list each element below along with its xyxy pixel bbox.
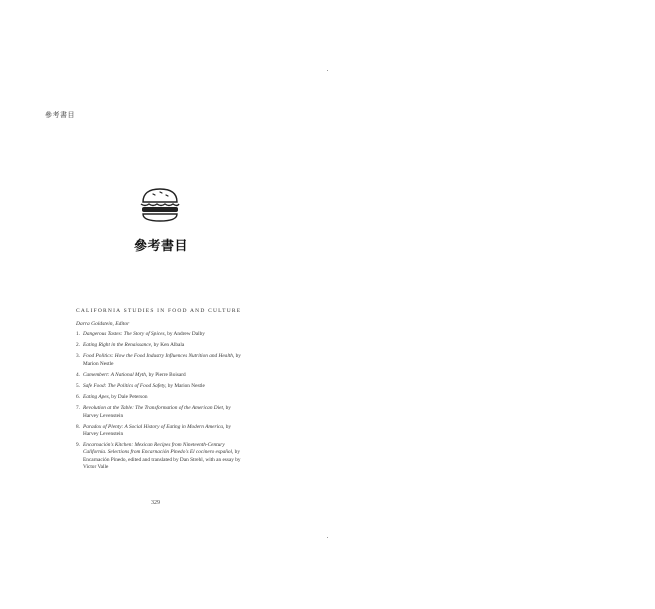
book-title: Encarnación's Kitchen: Mexican Recipes from Nineteenth-Century California. Selections from Encarnación Pinedo's El cocinero español, <box>83 442 234 456</box>
page-number: 329 <box>151 500 160 506</box>
list-item <box>76 372 246 379</box>
book-credit: by Ken Albala <box>152 342 185 349</box>
book-title: Safe Food: The Politics of Food Safety, <box>83 383 167 390</box>
running-header: 參考書目 <box>45 111 75 119</box>
series-title: CALIFORNIA STUDIES IN FOOD AND CULTURE <box>76 308 242 314</box>
book-title: Dangerous Tastes: The Story of Spices, <box>83 331 166 337</box>
list-item <box>76 342 246 349</box>
book-credit: by Dale Peterson <box>109 394 148 401</box>
book-title: Camembert: A National Myth, <box>83 371 148 378</box>
list-item <box>76 405 246 419</box>
book-credit: by Harvey Levenstein <box>83 405 231 419</box>
book-title: Eating Right in the Renaissance, <box>83 342 153 349</box>
list-item <box>76 442 246 471</box>
list-item <box>76 424 246 438</box>
book-credit: by Marion Nestle <box>166 383 205 390</box>
item-number: 4. <box>76 371 80 378</box>
decorative-dot <box>327 70 328 71</box>
list-item <box>76 383 246 390</box>
item-number: 5. <box>76 383 80 390</box>
book-credit: by Marion Nestle <box>83 353 241 367</box>
decorative-dot <box>327 537 328 538</box>
list-item <box>76 394 246 401</box>
item-number: 2. <box>76 342 80 349</box>
series-editor: Darra Goldstein, Editor <box>76 321 130 327</box>
list-item <box>76 353 246 367</box>
book-credit: by Encarnación Pinedo, edited and translated by Dan Strehl, with an essay by Victor Valle <box>83 449 241 470</box>
item-number: 9. <box>76 442 80 449</box>
book-credit: by Pierre Boisard <box>147 371 186 378</box>
book-credit: by Harvey Levenstein <box>83 423 232 438</box>
book-title: Paradox of Plenty: A Social History of Eating in Modern America, <box>83 423 225 430</box>
book-credit: by Andrew Dalby <box>165 331 205 337</box>
book-title: Eating Apes, <box>83 394 110 401</box>
chapter-title: 參考書目 <box>133 239 188 254</box>
list-item <box>76 331 246 338</box>
hamburger-icon <box>139 186 181 224</box>
book-title: Revolution at the Table: The Transformation of the American Diet, <box>83 405 225 412</box>
item-number: 3. <box>76 353 80 360</box>
book-title: Food Politics: How the Food Industry Influences Nutrition and Health, <box>83 353 235 360</box>
item-number: 1. <box>76 331 80 337</box>
item-number: 7. <box>76 405 80 412</box>
book-list <box>76 331 246 475</box>
item-number: 6. <box>76 394 80 401</box>
item-number: 8. <box>76 423 80 430</box>
